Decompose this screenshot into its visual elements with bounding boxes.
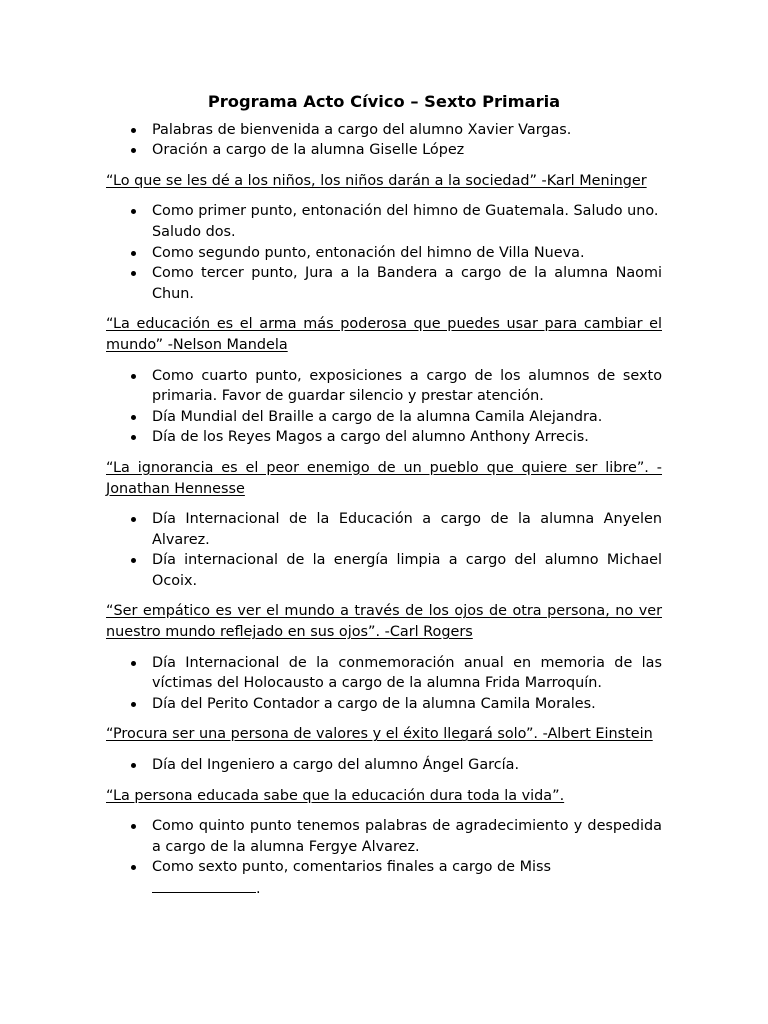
list-item: Día del Perito Contador a cargo de la alumna Camila Morales. bbox=[152, 694, 662, 715]
quote: “Procura ser una persona de valores y el éxito llegará solo”. -Albert Einstein bbox=[106, 726, 653, 743]
list-item: Palabras de bienvenida a cargo del alumno Xavier Vargas. bbox=[152, 120, 662, 141]
bullet-list bbox=[106, 653, 662, 715]
list-item: Día Internacional de la conmemoración anual en memoria de las víctimas del Holocausto a cargo de la alumna Frida Marroquín. bbox=[152, 653, 662, 694]
list-item-text: Como primer punto, entonación del himno de Guatemala. Saludo uno. bbox=[152, 203, 659, 220]
bullet-list bbox=[106, 201, 662, 304]
list-item-text: Como sexto punto, comentarios finales a cargo de Miss bbox=[152, 859, 552, 876]
fill-in-line bbox=[152, 878, 662, 900]
list-item: Como cuarto punto, exposiciones a cargo de los alumnos de sexto primaria. Favor de guardar silencio y prestar atención. bbox=[152, 366, 662, 407]
list-item: Como segundo punto, entonación del himno de Villa Nueva. bbox=[152, 243, 662, 264]
list-item: Día del Ingeniero a cargo del alumno Ángel García. bbox=[152, 755, 662, 776]
list-item: Como tercer punto, Jura a la Bandera a cargo de la alumna Naomi Chun. bbox=[152, 263, 662, 304]
list-item-continuation: Saludo dos. bbox=[152, 223, 236, 240]
quote: “La ignorancia es el peor enemigo de un pueblo que quiere ser libre”. -Jonathan Hennesse bbox=[106, 459, 662, 497]
blank-line bbox=[152, 878, 256, 893]
bullet-list bbox=[106, 120, 662, 161]
list-item bbox=[152, 857, 662, 899]
list-item: Día Mundial del Braille a cargo de la alumna Camila Alejandra. bbox=[152, 407, 662, 428]
list-item: Día Internacional de la Educación a cargo de la alumna Anyelen Alvarez. bbox=[152, 509, 662, 550]
list-item: Oración a cargo de la alumna Giselle López bbox=[152, 140, 662, 161]
quote: “La educación es el arma más poderosa que puedes usar para cambiar el mundo” -Nelson Mandela bbox=[106, 316, 662, 353]
quote: “Lo que se les dé a los niños, los niños darán a la sociedad” -Karl Meninger bbox=[106, 172, 647, 189]
quote: “La persona educada sabe que la educación dura toda la vida”. bbox=[106, 787, 565, 804]
list-item: Día internacional de la energía limpia a cargo del alumno Michael Ocoix. bbox=[152, 550, 662, 591]
list-item-suffix: . bbox=[256, 881, 261, 897]
quote: “Ser empático es ver el mundo a través de los ojos de otra persona, no ver nuestro mundo reflejado en sus ojos”. -Carl Rogers bbox=[106, 603, 662, 641]
list-item bbox=[152, 201, 662, 242]
bullet-list bbox=[106, 816, 662, 899]
list-item: Día de los Reyes Magos a cargo del alumno Anthony Arrecis. bbox=[152, 427, 662, 448]
bullet-list bbox=[106, 755, 662, 776]
list-item: Como quinto punto tenemos palabras de agradecimiento y despedida a cargo de la alumna Fergye Alvarez. bbox=[152, 816, 662, 857]
page-title: Programa Acto Cívico – Sexto Primaria bbox=[207, 92, 561, 111]
bullet-list bbox=[106, 509, 662, 591]
bullet-list bbox=[106, 366, 662, 448]
